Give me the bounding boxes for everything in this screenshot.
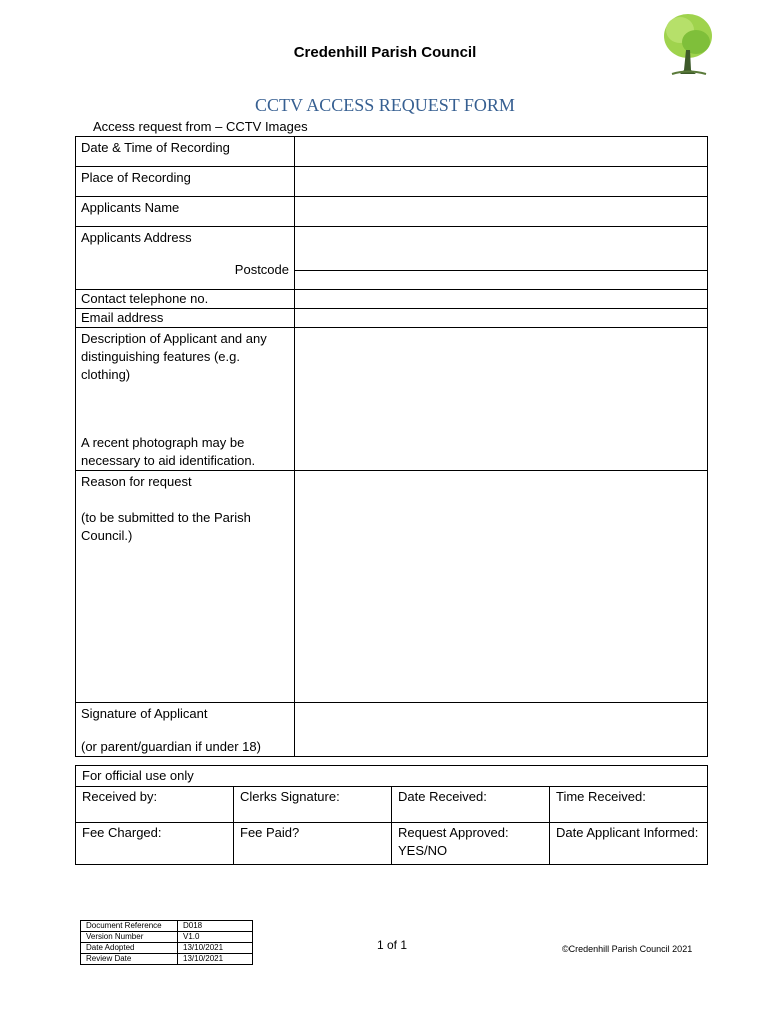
applicant-name-field[interactable] bbox=[295, 197, 708, 227]
page-number: 1 of 1 bbox=[377, 938, 408, 952]
form-row bbox=[76, 197, 708, 227]
field-label: Applicants Name bbox=[76, 197, 295, 227]
date-informed-cell[interactable]: Date Applicant Informed: bbox=[550, 823, 708, 865]
form-row bbox=[76, 309, 708, 328]
doc-info-value: D018 bbox=[178, 921, 253, 932]
doc-info-key: Document Reference bbox=[81, 921, 178, 932]
doc-info-value: 13/10/2021 bbox=[178, 943, 253, 954]
request-approved-cell[interactable] bbox=[392, 823, 550, 865]
postcode-field[interactable] bbox=[295, 270, 707, 289]
form-row bbox=[76, 471, 708, 703]
fee-paid-cell[interactable]: Fee Paid? bbox=[234, 823, 392, 865]
reason-field[interactable] bbox=[295, 471, 708, 703]
field-label: Email address bbox=[76, 309, 295, 328]
received-by-cell[interactable]: Received by: bbox=[76, 787, 234, 823]
signature-field[interactable] bbox=[295, 703, 708, 757]
field-label: Contact telephone no. bbox=[76, 290, 295, 309]
field-label: Description of Applicant and any distinguishing features (e.g. clothing) bbox=[81, 331, 267, 382]
form-row bbox=[76, 227, 708, 290]
doc-info-key: Version Number bbox=[81, 932, 178, 943]
signature-label-cell bbox=[76, 703, 295, 757]
field-label: Reason for request bbox=[81, 474, 192, 489]
copyright-notice: ©Credenhill Parish Council 2021 bbox=[562, 944, 693, 954]
description-field[interactable] bbox=[295, 328, 708, 471]
telephone-field[interactable] bbox=[295, 290, 708, 309]
reason-label-cell bbox=[76, 471, 295, 703]
form-row bbox=[76, 167, 708, 197]
document-info-table bbox=[80, 920, 253, 965]
fee-charged-cell[interactable]: Fee Charged: bbox=[76, 823, 234, 865]
form-title: CCTV ACCESS REQUEST FORM bbox=[255, 95, 515, 115]
council-name: Credenhill Parish Council bbox=[293, 44, 477, 61]
description-label-cell bbox=[76, 328, 295, 471]
address-cell bbox=[295, 227, 708, 290]
photo-note: A recent photograph may be necessary to aid identification. bbox=[81, 435, 256, 468]
doc-info-value: V1.0 bbox=[178, 932, 253, 943]
yes-no-option[interactable]: YES/NO bbox=[398, 843, 448, 858]
form-row bbox=[76, 328, 708, 471]
tree-logo-icon bbox=[660, 12, 716, 78]
postcode-label: Postcode bbox=[234, 262, 289, 277]
request-form-table bbox=[75, 136, 708, 757]
recording-datetime-field[interactable] bbox=[295, 137, 708, 167]
address-label-cell bbox=[76, 227, 295, 290]
doc-info-value: 13/10/2021 bbox=[178, 954, 253, 965]
form-row bbox=[76, 290, 708, 309]
official-use-table bbox=[75, 765, 708, 865]
recording-place-field[interactable] bbox=[295, 167, 708, 197]
request-approved-label: Request Approved: bbox=[398, 825, 509, 840]
form-subtitle: Access request from – CCTV Images bbox=[93, 119, 308, 134]
official-heading: For official use only bbox=[76, 766, 708, 787]
field-label: Applicants Address bbox=[81, 230, 192, 245]
time-received-cell[interactable]: Time Received: bbox=[550, 787, 708, 823]
doc-info-key: Review Date bbox=[81, 954, 178, 965]
form-row bbox=[76, 703, 708, 757]
field-label: Date & Time of Recording bbox=[76, 137, 295, 167]
field-label: Place of Recording bbox=[76, 167, 295, 197]
guardian-note: (or parent/guardian if under 18) bbox=[81, 739, 261, 754]
field-label: Signature of Applicant bbox=[81, 706, 208, 721]
form-row bbox=[76, 137, 708, 167]
reason-note: (to be submitted to the Parish Council.) bbox=[81, 510, 251, 543]
date-received-cell[interactable]: Date Received: bbox=[392, 787, 550, 823]
doc-info-key: Date Adopted bbox=[81, 943, 178, 954]
clerks-signature-cell[interactable]: Clerks Signature: bbox=[234, 787, 392, 823]
email-field[interactable] bbox=[295, 309, 708, 328]
applicant-address-field[interactable] bbox=[295, 227, 707, 270]
